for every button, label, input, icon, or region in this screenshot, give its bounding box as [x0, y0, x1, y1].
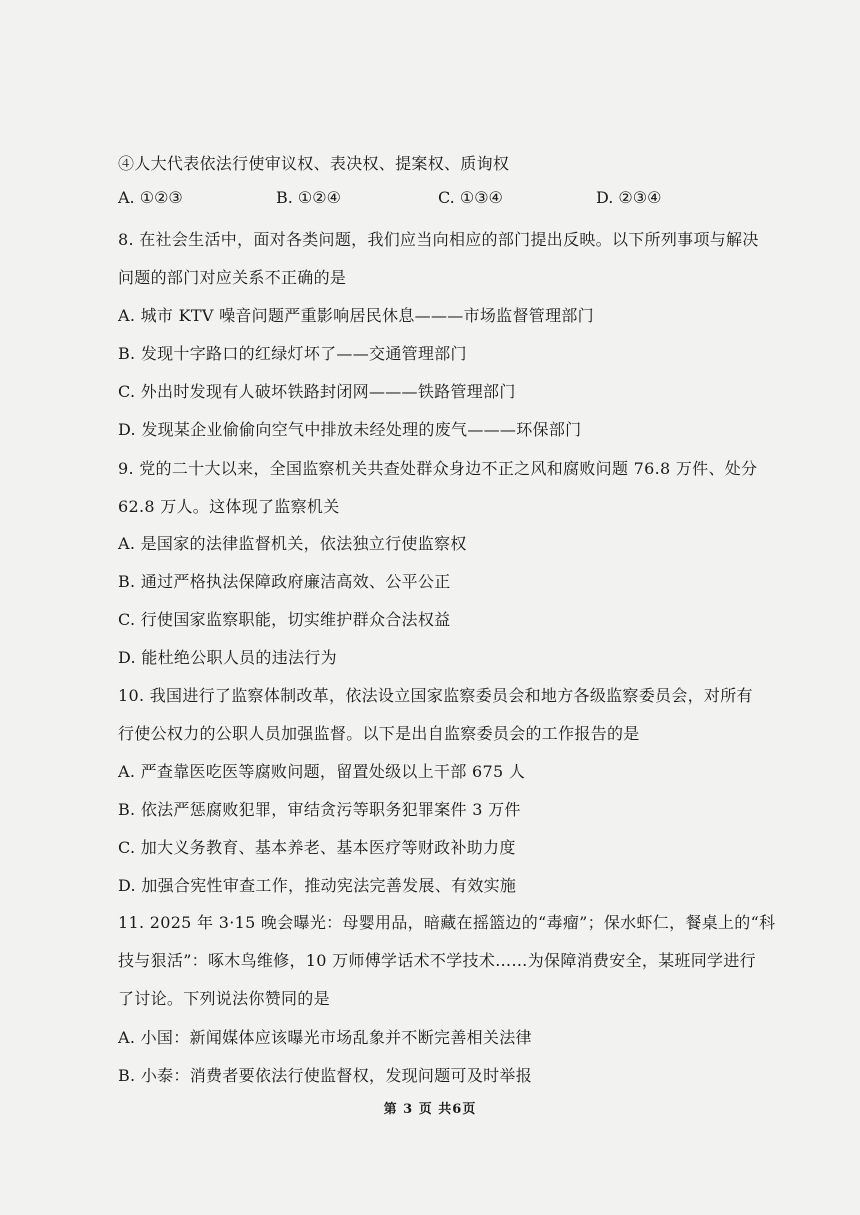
- q10-stem-line-2: 行使公权力的公职人员加强监督。以下是出自监察委员会的工作报告的是: [118, 724, 640, 743]
- q10-option-a: A. 严查靠医吃医等腐败问题，留置处级以上干部 675 人: [118, 762, 526, 781]
- q11-option-a: A. 小国：新闻媒体应该曝光市场乱象并不断完善相关法律: [118, 1028, 532, 1047]
- q10-stem-line-1: 10. 我国进行了监察体制改革，依法设立国家监察委员会和地方各级监察委员会，对所有: [118, 686, 753, 705]
- q7-statement-4: ④人大代表依法行使审议权、表决权、提案权、质询权: [118, 154, 510, 173]
- q7-option-d: D. ②③④: [596, 188, 662, 207]
- q7-option-b: B. ①②④: [276, 188, 341, 207]
- q8-stem-line-2: 问题的部门对应关系不正确的是: [118, 268, 347, 287]
- q11-option-b: B. 小泰：消费者要依法行使监督权，发现问题可及时举报: [118, 1066, 533, 1085]
- q9-stem-line-1: 9. 党的二十大以来，全国监察机关共查处群众身边不正之风和腐败问题 76.8 万件、处分: [118, 459, 758, 478]
- q8-option-c: C. 外出时发现有人破坏铁路封闭网———铁路管理部门: [118, 382, 516, 401]
- q9-option-b: B. 通过严格执法保障政府廉洁高效、公平公正: [118, 572, 451, 591]
- q7-options: [118, 188, 758, 212]
- q9-option-c: C. 行使国家监察职能，切实维护群众合法权益: [118, 610, 451, 629]
- q8-stem-line-1: 8. 在社会生活中，面对各类问题，我们应当向相应的部门提出反映。以下所列事项与解决: [118, 230, 759, 249]
- q11-stem-line-3: 了讨论。下列说法你赞同的是: [118, 989, 330, 1008]
- q8-option-a: A. 城市 KTV 噪音问题严重影响居民休息———市场监督管理部门: [118, 306, 594, 325]
- q9-stem-line-2: 62.8 万人。这体现了监察机关: [118, 497, 340, 516]
- q10-option-d: D. 加强合宪性审查工作，推动宪法完善发展、有效实施: [118, 876, 517, 895]
- q11-stem-line-2: 技与狠活”：啄木鸟维修，10 万师傅学话术不学技术……为保障消费安全，某班同学进行: [118, 951, 756, 970]
- q7-option-c: C. ①③④: [438, 188, 503, 207]
- q8-option-d: D. 发现某企业偷偷向空气中排放未经处理的废气———环保部门: [118, 420, 582, 439]
- q10-option-c: C. 加大义务教育、基本养老、基本医疗等财政补助力度: [118, 838, 516, 857]
- page-footer: 第 3 页 共6页: [383, 1102, 477, 1117]
- q9-option-a: A. 是国家的法律监督机关，依法独立行使监察权: [118, 534, 467, 553]
- q7-option-a: A. ①②③: [118, 188, 183, 207]
- q10-option-b: B. 依法严惩腐败犯罪，审结贪污等职务犯罪案件 3 万件: [118, 800, 521, 819]
- q8-option-b: B. 发现十字路口的红绿灯坏了——交通管理部门: [118, 344, 467, 363]
- q11-stem-line-1: 11. 2025 年 3·15 晚会曝光：母婴用品，暗藏在摇篮边的“毒瘤”；保水虾仁，餐桌上的“科: [118, 913, 776, 932]
- q9-option-d: D. 能杜绝公职人员的违法行为: [118, 648, 337, 667]
